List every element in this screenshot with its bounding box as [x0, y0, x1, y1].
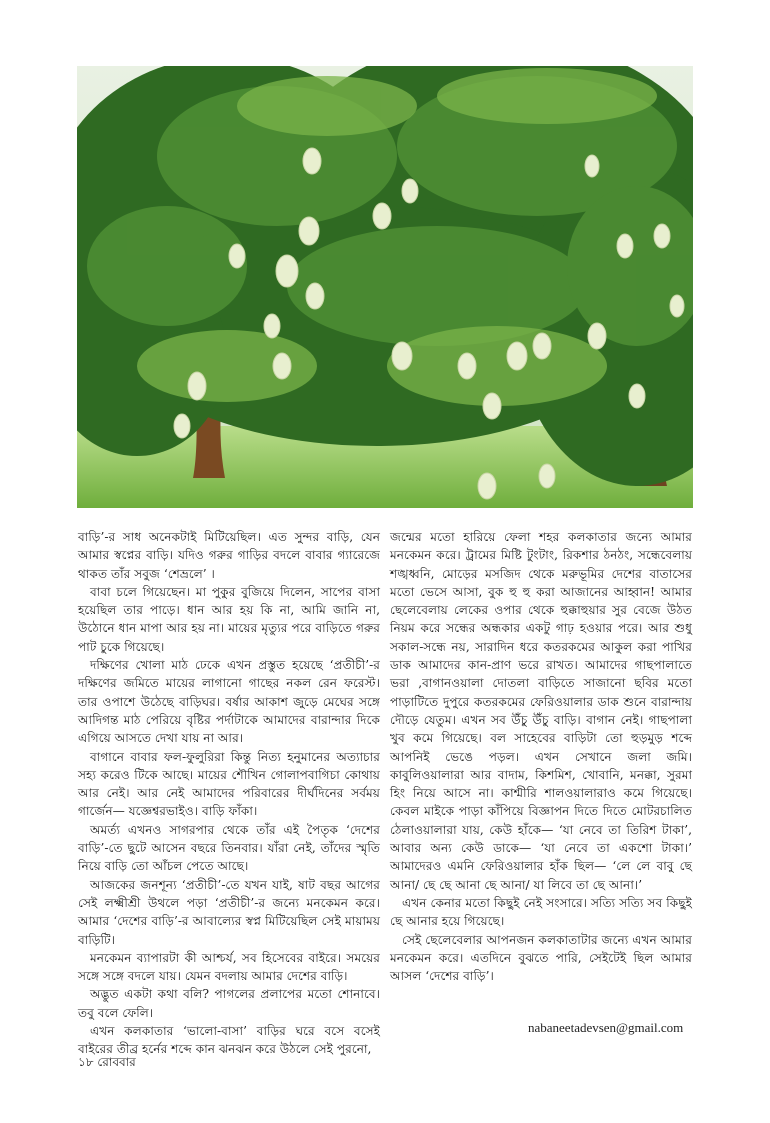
- article-paragraph: মনকেমন ব্যাপারটা কী আশ্চর্য, সব হিসেবের বাইরে। সময়ের সঙ্গে সঙ্গে বদলে যায়। যেমন বদলায় আমার দেশের বাড়ি।: [78, 950, 380, 984]
- article-paragraph: সেই ছেলেবেলার আপনজন কলকাতাটার জন্যে এখন আমার মনকেমন করে। এতদিনে বুঝতে পারি, সেইটেই ছিল আমার আসল ‘দেশের বাড়ি’।: [390, 932, 692, 984]
- article-paragraph: বাগানে বাবার ফল-ফুলুরিরা কিন্তু নিত্য হনুমানের অত্যাচার সহ্য করেও টিকে আছে। মায়ের শৌখিন গোলাপবাগিচা কোথায় আর নেই। আর নেই আমাদের পরিবারের দীর্ঘদিনের সর্বময় গার্জেন— যজ্ঞেশ্বরভাইও। বাড়ি ফাঁকা।: [78, 749, 380, 819]
- article-paragraph: দক্ষিণের খোলা মাঠ ঢেকে এখন প্রস্তুত হয়েছে ‘প্রতীচী’-র দক্ষিণের জমিতে মায়ের লাগানো গাছের নকল রেন ফরেস্ট। তার ওপাশে উঠেছে বাড়িঘর। বর্ষার আকাশ জুড়ে মেঘের সঙ্গে আদিগন্ত মাঠ পেরিয়ে বৃষ্টির পর্দাটাকে আমাদের বারান্দার দিকে এগিয়ে আসতে দেখা যায় না আর।: [78, 658, 380, 746]
- article-paragraph: অদ্ভুত একটা কথা বলি? পাগলের প্রলাপের মতো শোনাবে। তবু বলে ফেলি।: [78, 987, 380, 1020]
- author-email[interactable]: nabaneetadevsen@gmail.com: [528, 1020, 684, 1035]
- article-paragraph: আজকের জনশূন্য ‘প্রতীচী’-তে যখন যাই, ষাট বছর আগের সেই লক্ষ্মীশ্রী উথলে পড়া ‘প্রতীচী’-র জন্যে মনকেমন করে। আমার ‘দেশের বাড়ি’-র আবাল্যের স্বপ্ন মিটিয়েছিল সেই মায়াময় বাড়িটি।: [78, 877, 380, 947]
- article-paragraph: এখন কেনার মতো কিছুই নেই সংসারে। সত্যি সত্যি সব কিছুই ছে আনার হয়ে গিয়েছে।: [390, 895, 692, 929]
- article-paragraph: এখন কলকাতার ‘ভালো-বাসা’ বাড়ির ঘরে বসে বসেই বাইরের তীব্র হর্নের শব্দে কান ঝনঝন করে উঠলে সেই পুরনো,: [78, 1024, 380, 1057]
- mango-tree-illustration: [77, 66, 693, 508]
- article-paragraph: জন্মের মতো হারিয়ে ফেলা শহর কলকাতার জন্যে আমার মনকেমন করে। ট্রামের মিষ্টি টুংটাং, রিকশার ঠনঠং, সন্ধেবেলায় শঙ্খধ্বনি, মোড়ের মসজিদ থেকে মরুভূমির দেশের বাতাসের মতো ভেসে আসা, বুক হু হু করা আজানের আহ্বান! আমার ছেলেবেলায় লেকের ওপার থেকে হুক্কাহুয়ার সুর বেজে উঠত নিয়ম করে সন্ধের অন্ধকার একটু গাঢ় হওয়ার পরে। আর শুধু সকাল-সন্ধে নয়, সারাদিন ধরে কতরকমের আকুল করা পাখির ডাক আমাদের কান-প্রাণ ভরে রাখত। আমাদের গাছপালাতে ভরা ,বাগানওয়ালা দোতলা বাড়িতে সাজানো ছবির মতো পাড়াটিতে দুপুরে কতরকমের ফেরিওয়ালার ডাক শুনে বারান্দায় দৌড়ে যেতুম। এখন সব উঁচু উঁচু বাড়ি। বাগান নেই। গাছপালা খুব কমে গিয়েছে। বল সাহেবের বাড়িটা তো হুড়মুড় শব্দে আপনিই ভেঙে পড়ল। এখন সেখানে জলা জমি। কাবুলিওয়ালারা আর বাদাম, কিশমিশ, খোবানি, মনক্কা, সুরমা হিং নিয়ে আসে না। কাশ্মীরি শালওয়ালারাও কমে গিয়েছে। কেবল মাইকে পাড়া কাঁপিয়ে বিজ্ঞাপন দিতে দিতে মোটরচালিত ঠেলাওয়ালারা যায়, কেউ হাঁকে— ‘যা নেবে তা তিরিশ টাকা’, আবার অন্য কেউ ডাকে— ‘যা নেবে তা একশো টাকা।’ আমাদেরও এমনি ফেরিওয়ালার হাঁক ছিল— ‘লে লে বাবু ছে আনা/ ছে ছে আনা ছে আনা/ যা লিবে তা ছে আনা।’: [390, 530, 692, 892]
- page-footer: ১৮ রোববার: [78, 1055, 136, 1069]
- article-paragraph: অমর্ত্য এখনও সাগরপার থেকে তাঁর এই পৈতৃক ‘দেশের বাড়ি’-তে ছুটে আসেন বছরে তিনবার। যাঁরা নেই, তাঁদের স্মৃতি নিয়ে বাড়ি তো আঁচল পেতে আছে।: [78, 822, 380, 874]
- article-right-column: [390, 528, 692, 985]
- article-left-column: [78, 528, 380, 1059]
- mango-tree-photo: [77, 66, 693, 508]
- article-paragraph: বাবা চলে গিয়েছেন। মা পুকুর বুজিয়ে দিলেন, সাপের বাসা হয়েছিল তার পাড়ে। ধান আর হয় কি না, আমি জানি না, উঠোনে ধান মাপা আর হয় না। মায়ের মৃত্যুর পরে বাড়িতে গরুর পাট চুকে গিয়েছে।: [78, 584, 380, 654]
- article-paragraph: বাড়ি’-র সাধ অনেকটাই মিটিয়েছিল। এত সুন্দর বাড়ি, যেন আমার স্বপ্নের বাড়ি। যদিও গরুর গাড়ির বদলে বাবার গ্যারেজে থাকত তাঁর সবুজ ‘শেভ্রলে’ ।: [78, 530, 380, 581]
